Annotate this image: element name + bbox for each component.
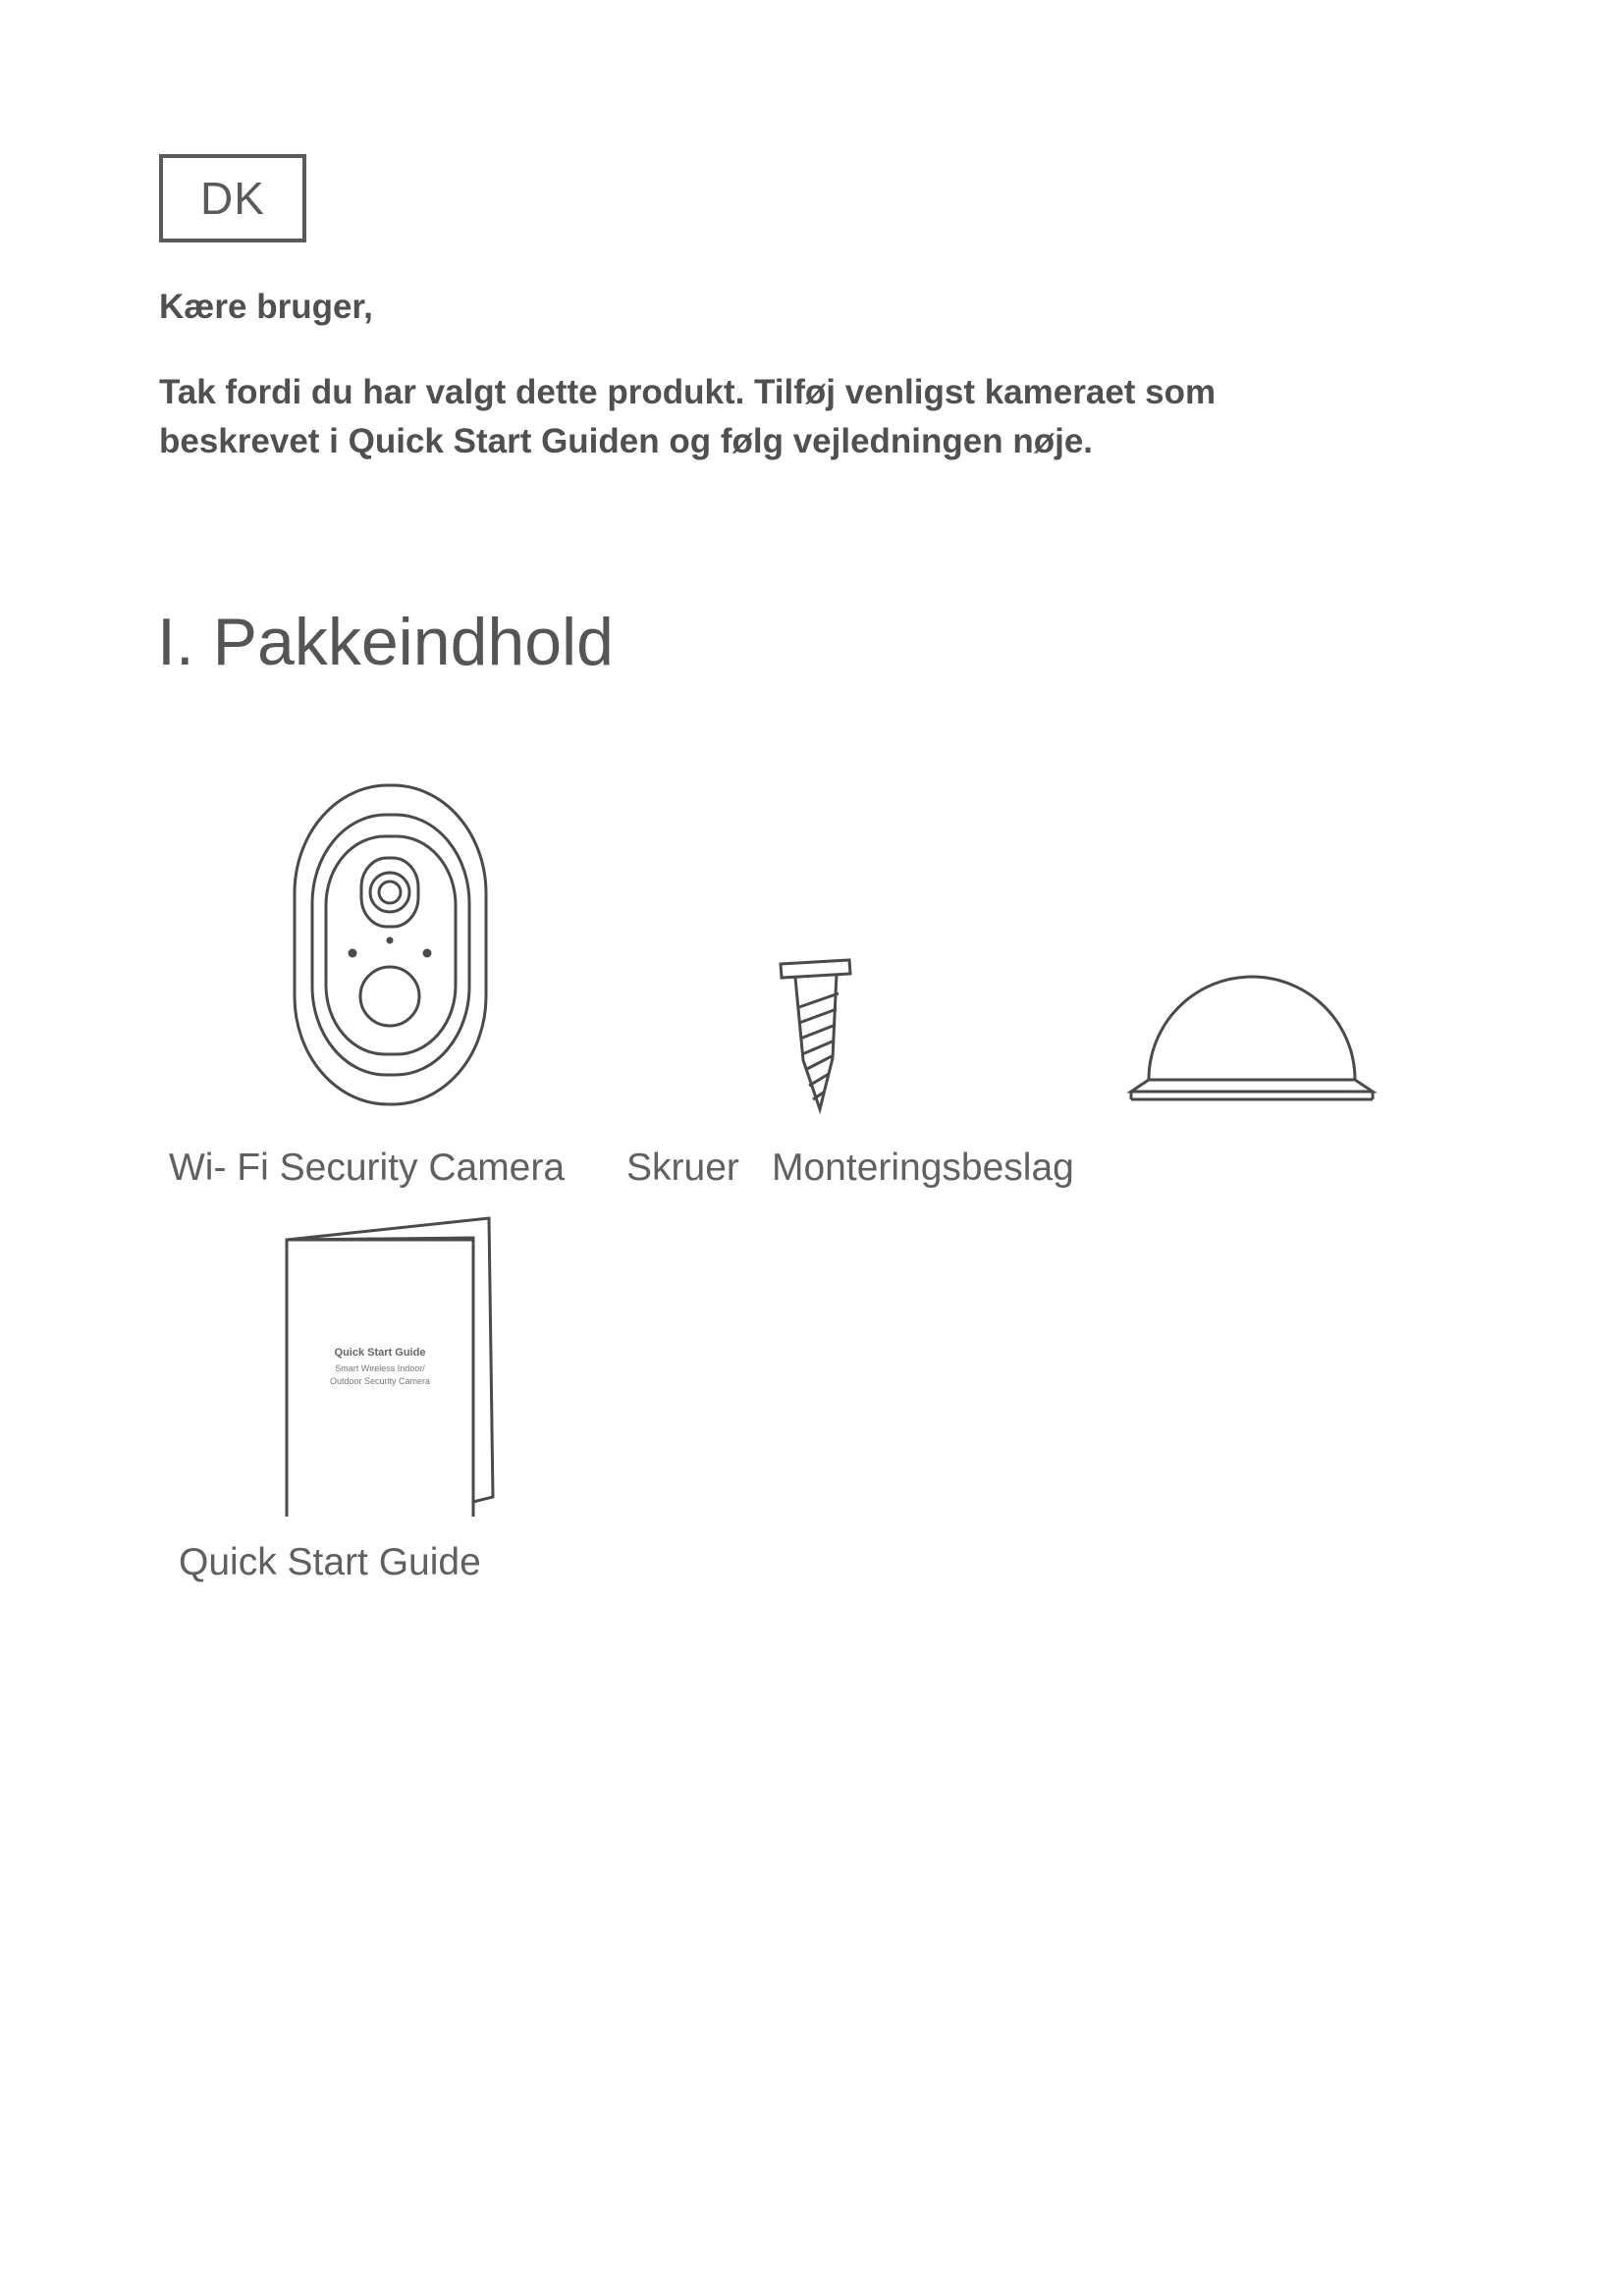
language-badge-label: DK <box>200 173 265 224</box>
camera-caption: Wi- Fi Security Camera <box>169 1147 566 1189</box>
booklet-cover-line-2: Outdoor Security Camera <box>329 1376 431 1386</box>
intro-line-2: beskrevet i Quick Start Guiden og følg vejledningen nøje. <box>159 422 1094 460</box>
camera-icon <box>285 775 501 1114</box>
bracket-caption: Monteringsbeslag <box>772 1147 1074 1189</box>
intro-line-1: Tak fordi du har valgt dette produkt. Tilføj venligst kameraet som <box>159 373 1217 411</box>
booklet-cover-title: Quick Start Guide <box>334 1347 426 1359</box>
language-badge <box>159 154 306 242</box>
screw-caption: Skruer <box>626 1147 739 1189</box>
screw-icon <box>766 952 874 1119</box>
booklet-icon <box>275 1212 511 1517</box>
intro-paragraph <box>159 368 1435 466</box>
section-title: I. Pakkeindhold <box>157 605 614 679</box>
mounting-bracket-icon <box>1119 962 1384 1104</box>
greeting: Kære bruger, <box>159 288 373 326</box>
guide-caption: Quick Start Guide <box>179 1541 481 1583</box>
booklet-cover-line-1: Smart Wireless Indoor/ <box>335 1363 425 1373</box>
